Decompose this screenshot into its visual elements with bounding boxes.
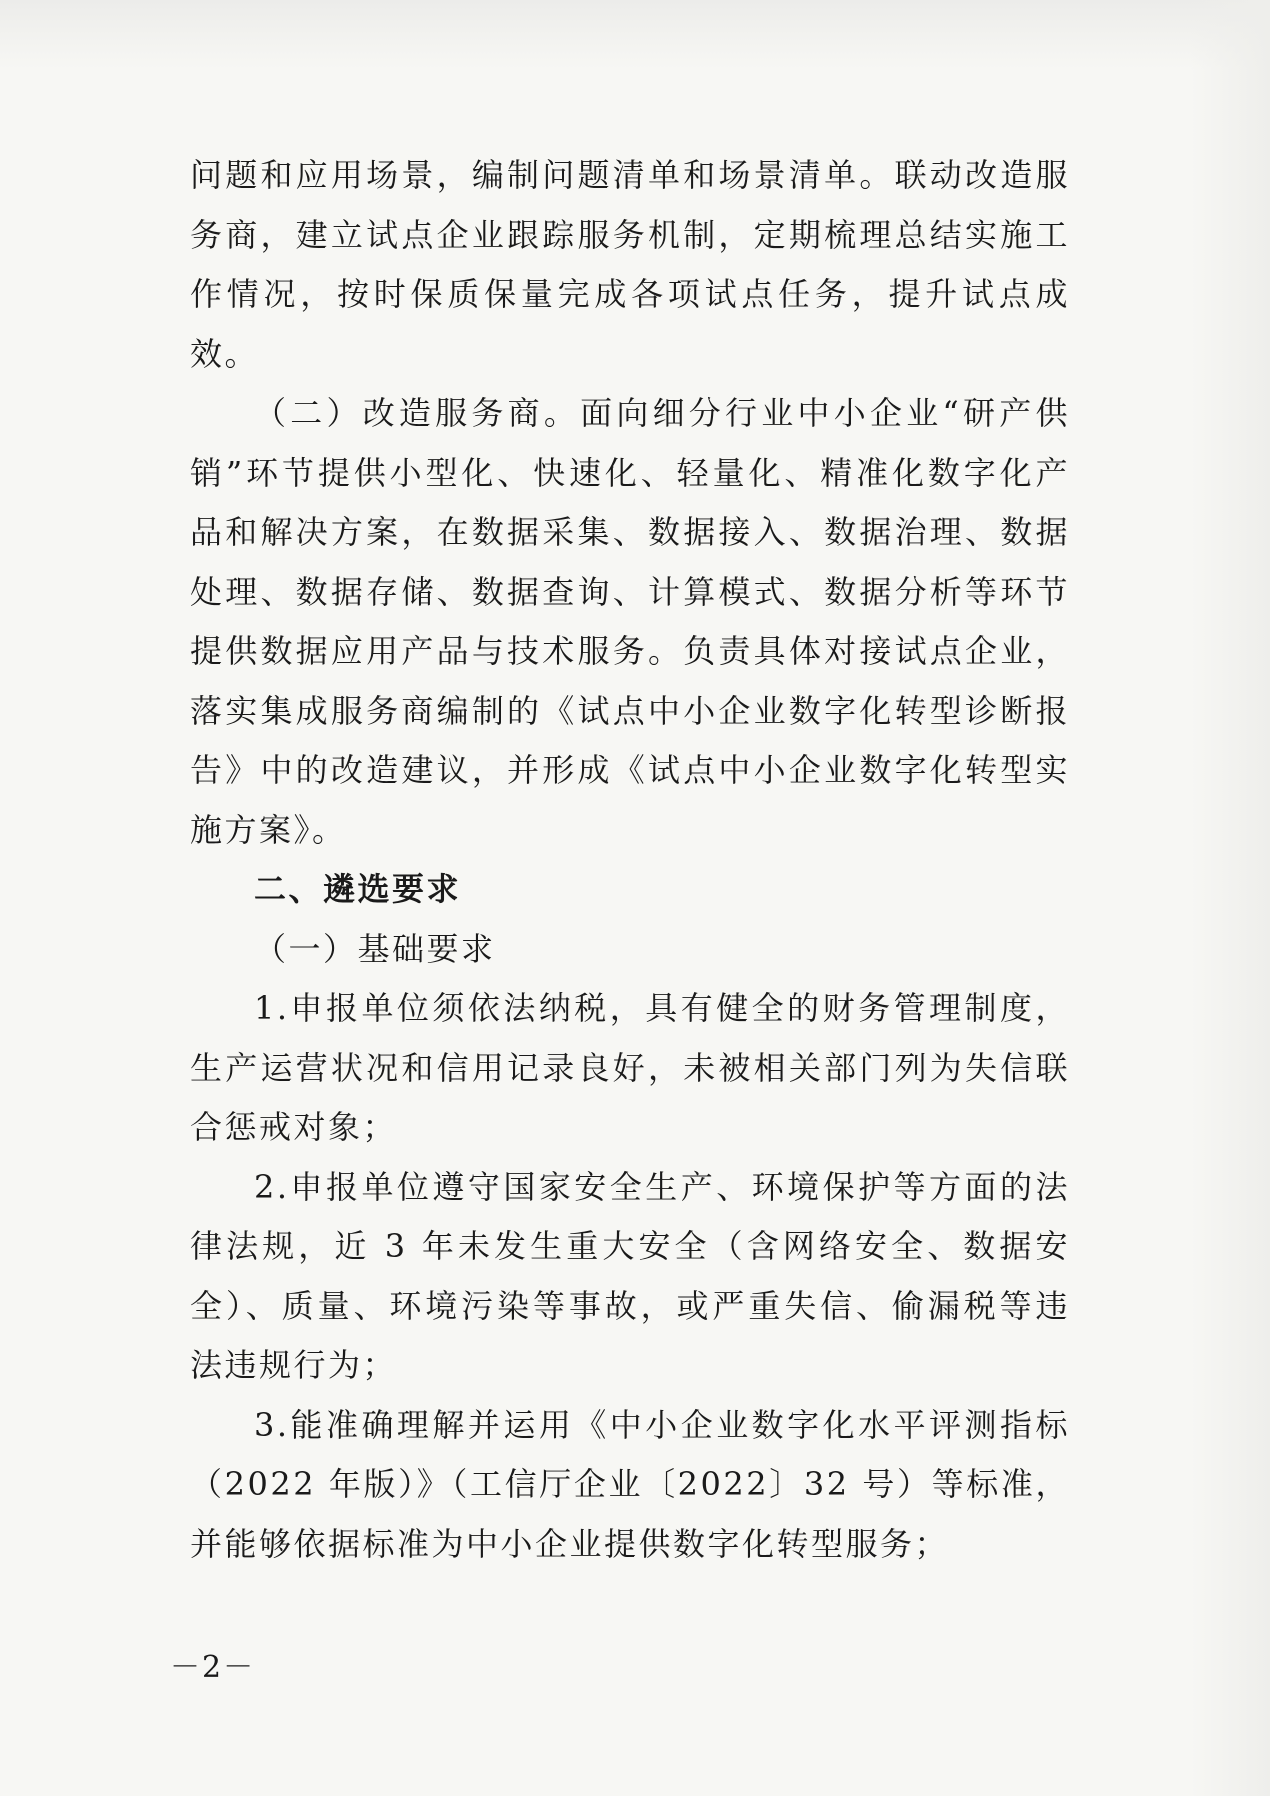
requirement-item-2: 2.申报单位遵守国家安全生产、环境保护等方面的法律法规，近 3 年未发生重大安全（含网络安全、数据安全）、质量、环境污染等事故，或严重失信、偷漏税等违法违规行为； [190, 1167, 1070, 1384]
paragraph-service-provider: （二）改造服务商。面向细分行业中小企业“研产供销”环节提供小型化、快速化、轻量化、精准化数字化产品和解决方案，在数据采集、数据接入、数据治理、数据处理、数据存储、数据查询、计算模式、数据分析等环节提供数据应用产品与技术服务。负责具体对接试点企业，落实集成服务商编制的《试点中小企业数字化转型诊断报告》中的改造建议，并形成《试点中小企业数字化转型实施方案》。 [190, 394, 1070, 849]
page-number: －2－ [170, 1650, 256, 1685]
paragraph-continuation: 问题和应用场景，编制问题清单和场景清单。联动改造服务商，建立试点企业跟踪服务机制，定期梳理总结实施工作情况，按时保质保量完成各项试点任务，提升试点成效。 [190, 156, 1070, 373]
requirement-item-1: 1.申报单位须依法纳税，具有健全的财务管理制度，生产运营状况和信用记录良好，未被相关部门列为失信联合惩戒对象； [190, 989, 1070, 1146]
section-heading-selection-requirements: 二、遴选要求 [254, 870, 462, 908]
scan-shadow-right [1190, 0, 1270, 1796]
document-body [190, 146, 1070, 1574]
scan-shadow-top [0, 0, 1270, 70]
subheading-basic-requirements: （一）基础要求 [254, 929, 496, 968]
requirement-item-3: 3.能准确理解并运用《中小企业数字化水平评测指标（2022 年版）》（工信厅企业〔2022〕32 号）等标准，并能够依据标准为中小企业提供数字化转型服务； [190, 1405, 1070, 1563]
